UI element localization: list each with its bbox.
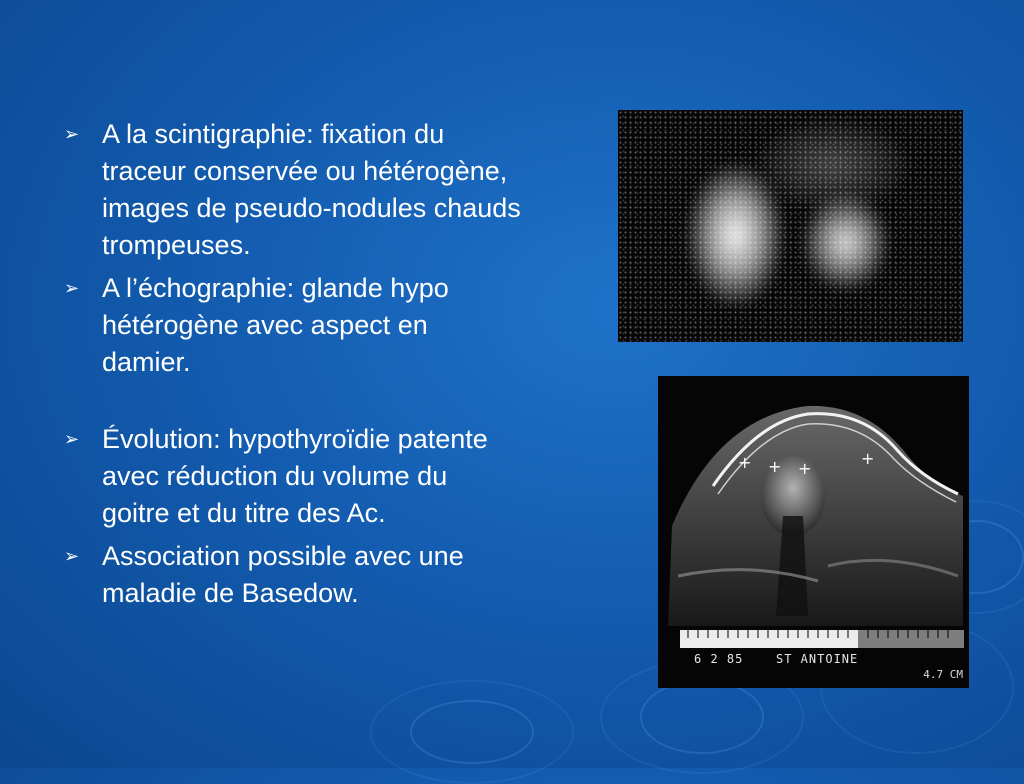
arrow-right-icon: ➢ — [64, 429, 80, 449]
caliper-mark: + — [798, 459, 812, 478]
bullet-item — [62, 270, 522, 381]
thyroid-scintigraphy-image — [618, 110, 963, 342]
bullet-text: A la scintigraphie: fixation du traceur conservée ou hétérogène, images de pseudo-nodules chauds trompeuses. — [102, 119, 521, 260]
ripple-decoration — [370, 680, 574, 784]
bullet-item — [62, 421, 522, 532]
caliper-mark: + — [738, 453, 752, 472]
ultrasound-date-label: 6 2 85 — [694, 652, 744, 666]
bullet-text: Évolution: hypothyroïdie patente avec réduction du volume du goitre et du titre des Ac. — [102, 424, 488, 528]
caliper-mark: + — [861, 449, 875, 468]
bullet-text: Association possible avec une maladie de Basedow. — [102, 541, 464, 608]
bullet-list — [62, 116, 522, 618]
arrow-right-icon: ➢ — [64, 278, 80, 298]
ultrasound-site-label: ST ANTOINE — [776, 652, 859, 666]
bullet-text: A l’échographie: glande hypo hétérogène avec aspect en damier. — [102, 273, 449, 377]
ultrasound-drawing — [658, 376, 969, 688]
ultrasound-scale-label: 4.7 CM — [923, 668, 963, 681]
caliper-mark: + — [768, 457, 782, 476]
scintigraphy-noise — [618, 110, 963, 342]
thyroid-ultrasound-image — [658, 376, 969, 688]
bullet-item — [62, 538, 522, 612]
bullet-item — [62, 116, 522, 264]
arrow-right-icon: ➢ — [64, 124, 80, 144]
arrow-right-icon: ➢ — [64, 546, 80, 566]
